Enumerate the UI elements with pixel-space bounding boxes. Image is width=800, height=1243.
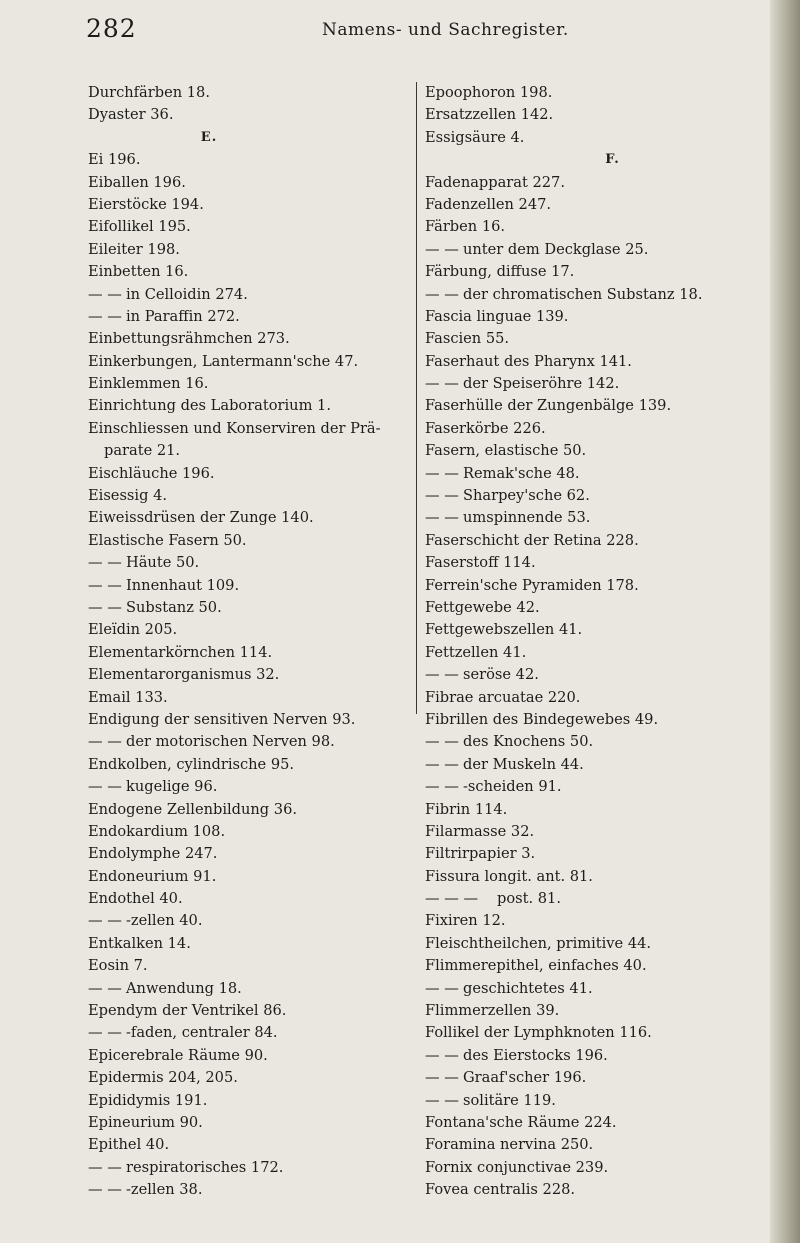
index-entry: Fibrae arcuatae 220. bbox=[425, 688, 581, 706]
index-entry: Ferrein'sche Pyramiden 178. bbox=[425, 576, 639, 594]
index-subentry-text: unter dem Deckglase 25. bbox=[463, 240, 649, 258]
ditto-dash: — — bbox=[425, 1069, 459, 1087]
index-entry: Essigsäure 4. bbox=[425, 128, 525, 146]
index-entry: Einschliessen und Konserviren der Prä- bbox=[88, 419, 381, 437]
index-entry: Eiballen 196. bbox=[88, 173, 186, 191]
index-entry: Einklemmen 16. bbox=[88, 375, 209, 393]
index-entry: Endkolben, cylindrische 95. bbox=[88, 755, 295, 773]
index-entry: Filtrirpapier 3. bbox=[425, 845, 536, 863]
index-entry: Endolymphe 247. bbox=[88, 845, 218, 863]
index-subentry bbox=[88, 776, 410, 798]
index-entry: Eifollikel 195. bbox=[88, 218, 191, 236]
index-entry: Ependym der Ventrikel 86. bbox=[88, 1002, 287, 1020]
index-subentry bbox=[88, 306, 410, 328]
index-entry: Epicerebrale Räume 90. bbox=[88, 1046, 268, 1064]
page-number: 282 bbox=[86, 14, 137, 43]
index-entry: Email 133. bbox=[88, 688, 168, 706]
index-entry: Ersatzzellen 142. bbox=[425, 106, 554, 124]
index-entry: Eiweissdrüsen der Zunge 140. bbox=[88, 509, 314, 527]
index-subentry bbox=[88, 910, 410, 932]
index-subentry-text: -zellen 40. bbox=[126, 912, 203, 930]
index-entry: Eosin 7. bbox=[88, 957, 148, 975]
index-subentry-text: Anwendung 18. bbox=[126, 979, 242, 997]
index-entry: Eischläuche 196. bbox=[88, 464, 215, 482]
index-subentry bbox=[425, 485, 770, 507]
column-divider bbox=[416, 82, 417, 714]
ditto-dash: — — bbox=[88, 1158, 122, 1176]
ditto-dash: — — bbox=[88, 307, 122, 325]
index-subentry bbox=[88, 597, 410, 619]
ditto-dash: — — bbox=[425, 285, 459, 303]
index-subentry bbox=[425, 1067, 770, 1089]
index-subentry bbox=[425, 463, 770, 485]
index-subentry-text: in Celloidin 274. bbox=[126, 285, 248, 303]
index-subentry bbox=[88, 1022, 410, 1044]
index-subentry bbox=[88, 1179, 410, 1201]
index-entry: Elastische Fasern 50. bbox=[88, 531, 247, 549]
index-subentry bbox=[88, 575, 410, 597]
index-subentry-text: umspinnende 53. bbox=[463, 509, 591, 527]
index-subentry-text: Substanz 50. bbox=[126, 598, 222, 616]
index-subentry bbox=[425, 888, 770, 910]
index-subentry-text: -scheiden 91. bbox=[463, 778, 562, 796]
running-title: Namens- und Sachregister. bbox=[322, 20, 569, 40]
index-entry: Elementarorganismus 32. bbox=[88, 666, 280, 684]
index-subentry-text: der motorischen Nerven 98. bbox=[126, 733, 335, 751]
index-entry: Einrichtung des Laboratorium 1. bbox=[88, 397, 331, 415]
index-column-right bbox=[425, 82, 770, 1202]
index-entry: Elementarkörnchen 114. bbox=[88, 643, 273, 661]
index-entry: Endigung der sensitiven Nerven 93. bbox=[88, 710, 356, 728]
index-subentry bbox=[425, 776, 770, 798]
ditto-dash: — — bbox=[425, 464, 459, 482]
index-subentry-text: post. 81. bbox=[497, 890, 561, 908]
ditto-dash: — — bbox=[425, 979, 459, 997]
index-entry: Färbung, diffuse 17. bbox=[425, 263, 575, 281]
index-subentry bbox=[425, 507, 770, 529]
index-subentry-text: -zellen 38. bbox=[126, 1181, 203, 1199]
index-entry: Eisessig 4. bbox=[88, 487, 167, 505]
index-entry: Fornix conjunctivae 239. bbox=[425, 1158, 609, 1176]
index-subentry-text: Sharpey'sche 62. bbox=[463, 487, 590, 505]
index-entry-continuation: parate 21. bbox=[104, 442, 181, 460]
ditto-dash: — — bbox=[425, 240, 459, 258]
index-subentry-text: in Paraffin 272. bbox=[126, 307, 240, 325]
index-entry: Endothel 40. bbox=[88, 890, 183, 908]
index-entry: Endokardium 108. bbox=[88, 822, 226, 840]
ditto-dash: — — bbox=[88, 598, 122, 616]
index-entry: Fadenzellen 247. bbox=[425, 195, 552, 213]
ditto-dash: — — bbox=[425, 778, 459, 796]
ditto-dash: — — bbox=[425, 375, 459, 393]
index-entry: Faserschicht der Retina 228. bbox=[425, 531, 639, 549]
ditto-dash: — — bbox=[425, 755, 459, 773]
index-entry: Fasern, elastische 50. bbox=[425, 442, 587, 460]
index-entry: Fontana'sche Räume 224. bbox=[425, 1113, 617, 1131]
index-entry: Fleischtheilchen, primitive 44. bbox=[425, 934, 652, 952]
index-entry: Durchfärben 18. bbox=[88, 84, 210, 101]
index-subentry-text: geschichtetes 41. bbox=[463, 979, 593, 997]
index-entry: Faserkörbe 226. bbox=[425, 419, 546, 437]
index-subentry bbox=[88, 284, 410, 306]
index-subentry bbox=[425, 284, 770, 306]
ditto-dash: — — bbox=[88, 554, 122, 572]
index-subentry bbox=[425, 1090, 770, 1112]
ditto-dash: — — bbox=[425, 733, 459, 751]
ditto-dash: — — bbox=[88, 733, 122, 751]
index-subentry-text: Innenhaut 109. bbox=[126, 576, 240, 594]
index-entry: Eierstöcke 194. bbox=[88, 195, 204, 213]
index-entry: Endogene Zellenbildung 36. bbox=[88, 800, 297, 818]
index-entry: Einbetten 16. bbox=[88, 263, 189, 281]
ditto-dash: — — bbox=[88, 912, 122, 930]
index-subentry-text: kugelige 96. bbox=[126, 778, 218, 796]
index-subentry-text: solitäre 119. bbox=[463, 1091, 556, 1109]
index-subentry-text: der Speiseröhre 142. bbox=[463, 375, 620, 393]
ditto-dash: — — bbox=[88, 576, 122, 594]
index-subentry bbox=[88, 978, 410, 1000]
index-entry: Fettgewebe 42. bbox=[425, 598, 540, 616]
index-entry: Fettzellen 41. bbox=[425, 643, 527, 661]
index-subentry-text: Häute 50. bbox=[126, 554, 200, 572]
index-subentry bbox=[88, 552, 410, 574]
ditto-dash: — — bbox=[88, 1024, 122, 1042]
ditto-dash: — — bbox=[425, 487, 459, 505]
index-entry: Epidermis 204, 205. bbox=[88, 1069, 238, 1087]
index-entry: Epithel 40. bbox=[88, 1136, 170, 1154]
ditto-dash: — — bbox=[425, 1046, 459, 1064]
index-entry: Fissura longit. ant. 81. bbox=[425, 867, 593, 885]
index-subentry bbox=[425, 373, 770, 395]
index-subentry-text: des Eierstocks 196. bbox=[463, 1046, 608, 1064]
page-edge-shadow bbox=[770, 0, 800, 1243]
ditto-dash: — — — bbox=[425, 890, 479, 908]
index-subentry bbox=[425, 978, 770, 1000]
index-entry: Einbettungsrähmchen 273. bbox=[88, 330, 290, 348]
index-entry: Fettgewebszellen 41. bbox=[425, 621, 583, 639]
index-entry: Fadenapparat 227. bbox=[425, 173, 565, 191]
index-entry: Fibrillen des Bindegewebes 49. bbox=[425, 710, 659, 728]
index-entry: Fovea centralis 228. bbox=[425, 1181, 576, 1199]
ditto-dash: — — bbox=[88, 979, 122, 997]
index-entry: Dyaster 36. bbox=[88, 106, 174, 124]
index-subentry-text: seröse 42. bbox=[463, 666, 539, 684]
index-subentry bbox=[88, 731, 410, 753]
page-header bbox=[0, 14, 800, 54]
index-entry: Entkalken 14. bbox=[88, 934, 191, 952]
index-entry: Faserhülle der Zungenbälge 139. bbox=[425, 397, 672, 415]
index-subentry bbox=[425, 1045, 770, 1067]
index-subentry bbox=[88, 1157, 410, 1179]
ditto-dash: — — bbox=[88, 1181, 122, 1199]
index-entry: Eileiter 198. bbox=[88, 240, 180, 258]
index-entry: Follikel der Lymphknoten 116. bbox=[425, 1024, 652, 1042]
index-subentry-text: Remak'sche 48. bbox=[463, 464, 580, 482]
index-subentry bbox=[425, 664, 770, 686]
section-letter-heading: E. bbox=[200, 129, 218, 145]
index-entry: Faserstoff 114. bbox=[425, 554, 536, 572]
section-letter-heading: F. bbox=[605, 152, 620, 168]
index-subentry-text: -faden, centraler 84. bbox=[126, 1024, 278, 1042]
ditto-dash: — — bbox=[88, 778, 122, 796]
index-entry: Fascien 55. bbox=[425, 330, 510, 348]
index-subentry-text: respiratorisches 172. bbox=[126, 1158, 284, 1176]
index-entry: Epoophoron 198. bbox=[425, 84, 553, 101]
index-entry: Foramina nervina 250. bbox=[425, 1136, 594, 1154]
index-entry: Fascia linguae 139. bbox=[425, 307, 569, 325]
index-entry: Fibrin 114. bbox=[425, 800, 508, 818]
index-subentry bbox=[425, 239, 770, 261]
index-entry: Flimmerzellen 39. bbox=[425, 1002, 560, 1020]
index-subentry-text: des Knochens 50. bbox=[463, 733, 594, 751]
index-entry: Färben 16. bbox=[425, 218, 506, 236]
index-entry: Eleïdin 205. bbox=[88, 621, 178, 639]
index-entry: Filarmasse 32. bbox=[425, 822, 535, 840]
index-subentry bbox=[425, 754, 770, 776]
index-entry: Endoneurium 91. bbox=[88, 867, 217, 885]
index-entry: Fixiren 12. bbox=[425, 912, 506, 930]
index-entry: Ei 196. bbox=[88, 151, 141, 169]
index-entry: Faserhaut des Pharynx 141. bbox=[425, 352, 632, 370]
ditto-dash: — — bbox=[425, 666, 459, 684]
ditto-dash: — — bbox=[88, 285, 122, 303]
index-entry: Epineurium 90. bbox=[88, 1113, 203, 1131]
index-entry: Flimmerepithel, einfaches 40. bbox=[425, 957, 647, 975]
index-column-left bbox=[88, 82, 410, 1202]
ditto-dash: — — bbox=[425, 1091, 459, 1109]
index-subentry-text: der chromatischen Substanz 18. bbox=[463, 285, 703, 303]
index-subentry-text: Graaf'scher 196. bbox=[463, 1069, 587, 1087]
index-entry: Einkerbungen, Lantermann'sche 47. bbox=[88, 352, 359, 370]
index-entry: Epididymis 191. bbox=[88, 1091, 208, 1109]
ditto-dash: — — bbox=[425, 509, 459, 527]
index-subentry bbox=[425, 731, 770, 753]
index-subentry-text: der Muskeln 44. bbox=[463, 755, 584, 773]
